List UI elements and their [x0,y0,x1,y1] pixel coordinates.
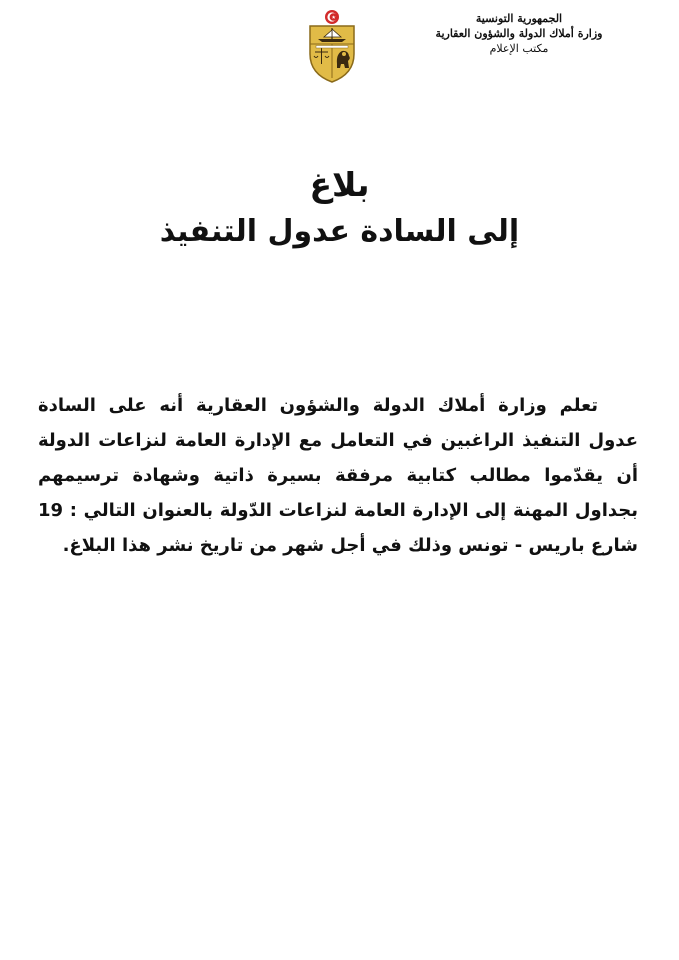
announcement-body: تعلم وزارة أملاك الدولة والشؤون العقارية أنه على السادة عدول التنفيذ الراغبين في التعامل مع الإدارة العامة لنزاعات الدولة أن يقدّموا مطالب كتابية مرفقة بسيرة ذاتية وشهادة ترسيمهم بجداول المهنة إلى الإدارة العامة لنزاعات الدّولة بالعنوان التالي : 19 شارع باريس - تونس وذلك في أجل شهر من تاريخ نشر هذا البلاغ. [38,395,638,556]
letterhead [399,12,639,57]
page-title: بلاغ [309,165,370,204]
lion-eye [342,52,346,56]
tunisia-coat-of-arms-icon [300,8,364,84]
page-subtitle: إلى السادة عدول التنفيذ [159,214,520,249]
announcement-title [0,162,679,256]
letterhead-ministry: وزارة أملاك الدولة والشؤون العقارية [435,26,603,40]
letterhead-office: مكتب الإعلام [489,41,549,55]
motto-ribbon [316,46,348,49]
coat-of-arms-svg [300,8,364,84]
letterhead-country: الجمهورية التونسية [475,12,563,25]
ship-hull [318,39,346,42]
